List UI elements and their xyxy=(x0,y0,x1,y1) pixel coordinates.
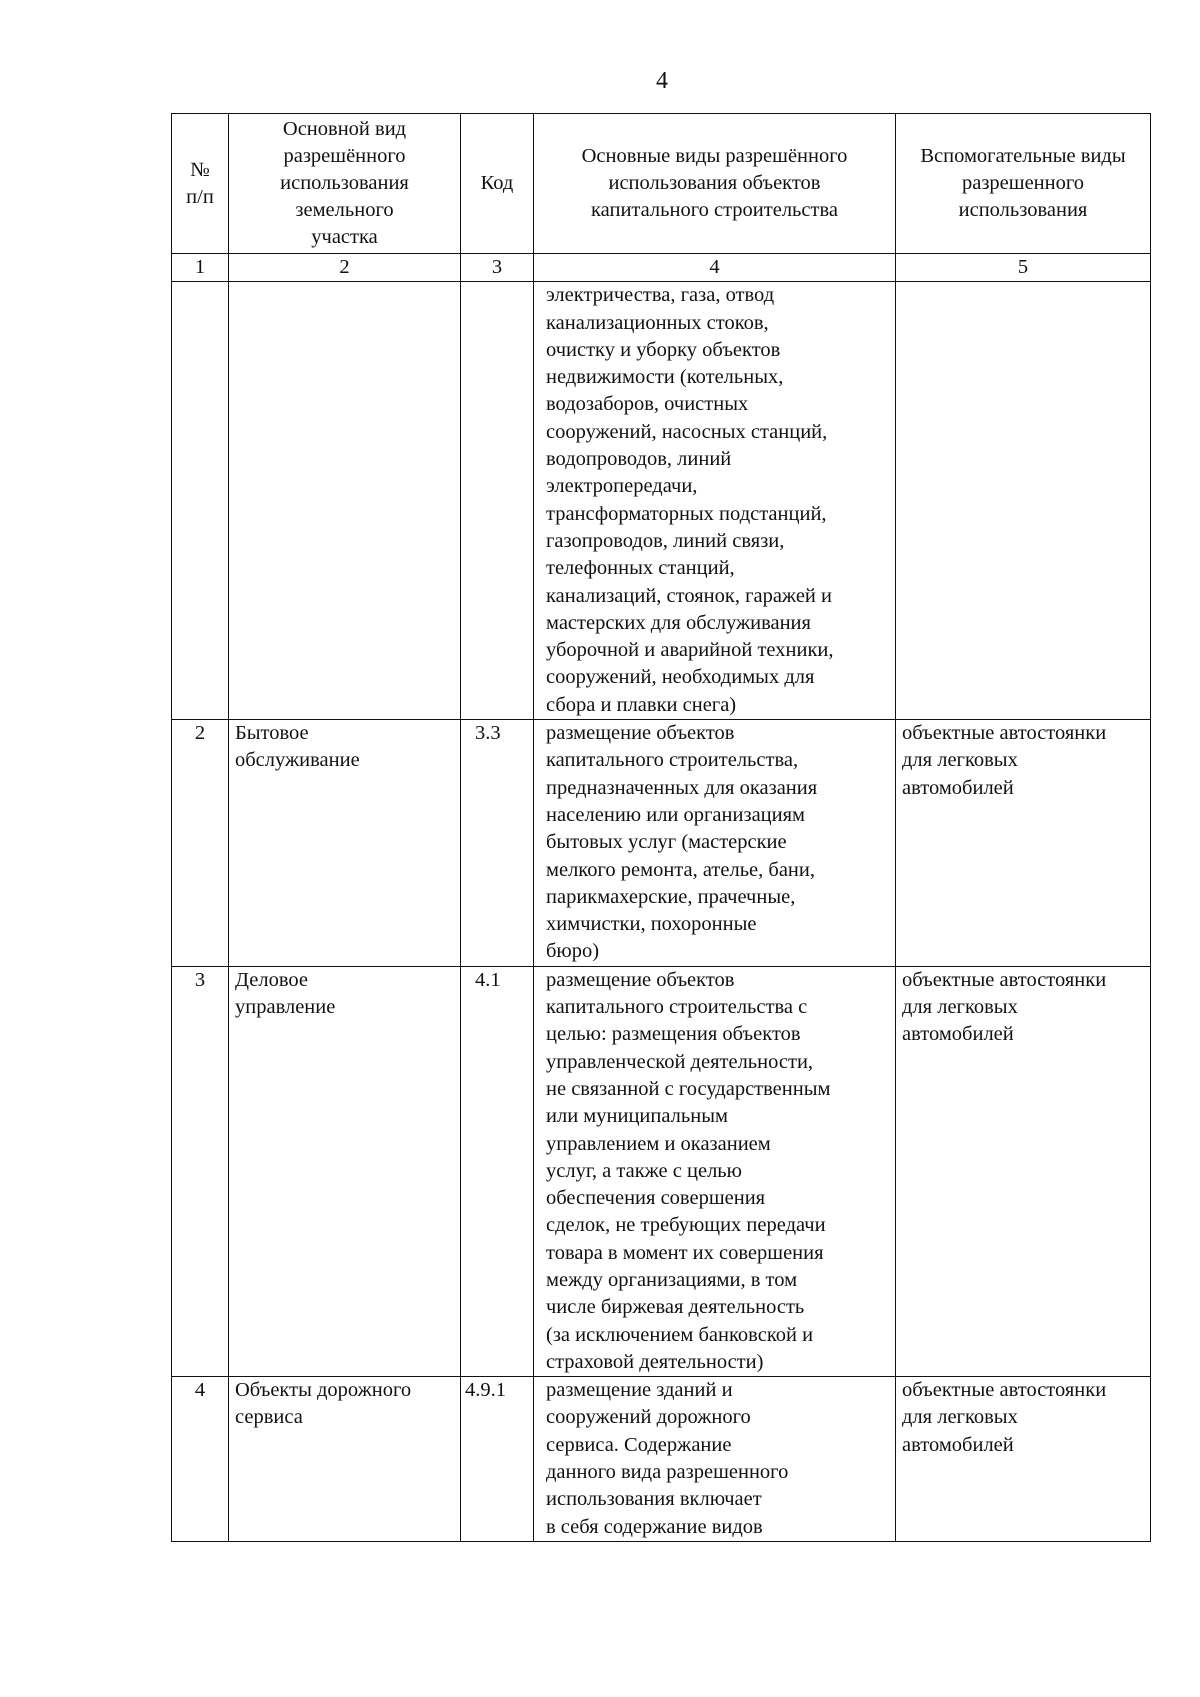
table-row xyxy=(172,720,1151,967)
row-description: электричества, газа, отвод канализационных стоков, очистку и уборку объектов недвижимости (котельных, водозаборов, очистных сооружений, насосных станций, водопроводов, линий электропередачи, трансформаторных подстанций, газопроводов, линий связи, телефонных станций, канализаций, стоянок, гаражей и мастерских для обслуживания уборочной и аварийной техники, сооружений, необходимых для сбора и плавки снега) xyxy=(534,282,896,720)
row-code: 4.1 xyxy=(461,966,534,1376)
header-main-objects: Основные виды разрешённого использования объектов капитального строительства xyxy=(534,114,896,254)
row-main-type: Деловое управление xyxy=(229,966,461,1376)
header-auxiliary: Вспомогательные виды разрешенного использования xyxy=(896,114,1151,254)
row-main-type: Объекты дорожного сервиса xyxy=(229,1377,461,1542)
row-auxiliary: объектные автостоянки для легковых автомобилей xyxy=(896,966,1151,1376)
row-description: размещение зданий и сооружений дорожного сервиса. Содержание данного вида разрешенного использования включает в себя содержание видов xyxy=(534,1377,896,1542)
column-number: 2 xyxy=(229,254,461,282)
table-header-row xyxy=(172,114,1151,254)
header-number: № п/п xyxy=(172,114,229,254)
row-description: размещение объектов капитального строительства, предназначенных для оказания населению или организациям бытовых услуг (мастерские мелкого ремонта, ателье, бани, парикмахерские, прачечные, химчистки, похоронные бюро) xyxy=(534,720,896,967)
row-number: 4 xyxy=(172,1377,229,1542)
row-code: 4.9.1 xyxy=(461,1377,534,1542)
table-row xyxy=(172,282,1151,720)
column-number: 1 xyxy=(172,254,229,282)
column-number: 4 xyxy=(534,254,896,282)
column-number: 3 xyxy=(461,254,534,282)
land-use-table xyxy=(171,113,1151,1542)
row-main-type: Бытовое обслуживание xyxy=(229,720,461,967)
header-main-type: Основной вид разрешённого использования земельного участка xyxy=(229,114,461,254)
row-code xyxy=(461,282,534,720)
row-code: 3.3 xyxy=(461,720,534,967)
row-auxiliary: объектные автостоянки для легковых автомобилей xyxy=(896,720,1151,967)
row-auxiliary: объектные автостоянки для легковых автомобилей xyxy=(896,1377,1151,1542)
column-number: 5 xyxy=(896,254,1151,282)
row-auxiliary xyxy=(896,282,1151,720)
column-number-row xyxy=(172,254,1151,282)
header-code: Код xyxy=(461,114,534,254)
page-number: 4 xyxy=(656,68,668,94)
row-number xyxy=(172,282,229,720)
table-row xyxy=(172,1377,1151,1542)
row-number: 2 xyxy=(172,720,229,967)
row-main-type xyxy=(229,282,461,720)
row-description: размещение объектов капитального строительства с целью: размещения объектов управленческой деятельности, не связанной с государственным или муниципальным управлением и оказанием услуг, а также с целью обеспечения совершения сделок, не требующих передачи товара в момент их совершения между организациями, в том числе биржевая деятельность (за исключением банковской и страховой деятельности) xyxy=(534,966,896,1376)
row-number: 3 xyxy=(172,966,229,1376)
table-row xyxy=(172,966,1151,1376)
